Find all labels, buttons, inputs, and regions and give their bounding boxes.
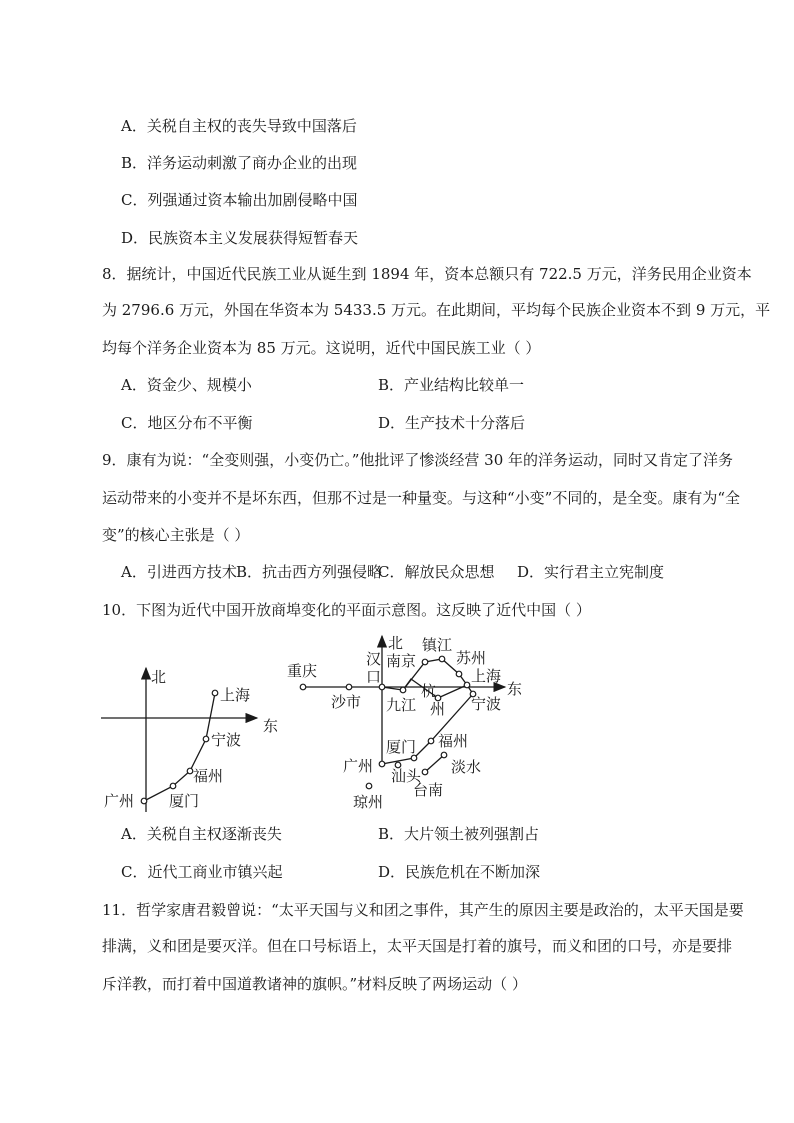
q7-option-d: D．民族资本主义发展获得短暂春天 xyxy=(121,229,359,247)
right-map-point-jiujiang xyxy=(400,687,406,693)
q8-option-a: A．资金少、规模小 xyxy=(121,376,252,394)
right-map-point-fuzhou xyxy=(428,738,434,744)
right-map-point-nanjing xyxy=(422,659,428,665)
right-map xyxy=(287,634,522,811)
q8-stem-line-1: 8．据统计，中国近代民族工业从诞生到 1894 年，资本总额只有 722.5 万元，洋务民用企业资本 xyxy=(102,265,752,283)
left-map-label-shanghai: 上海 xyxy=(220,686,251,704)
right-map-label-chongqing: 重庆 xyxy=(287,662,318,680)
right-map-label-hankou-b: 口 xyxy=(366,668,382,686)
right-map-north-label: 北 xyxy=(388,634,404,652)
right-map-label-nanjing: 南京 xyxy=(386,652,417,670)
right-map-east-label: 东 xyxy=(507,680,523,698)
right-map-label-shashi: 沙市 xyxy=(331,693,362,711)
left-map-label-guangzhou: 广州 xyxy=(104,792,135,810)
right-map-label-ningbo: 宁波 xyxy=(471,695,502,713)
q7-option-c: C．列强通过资本输出加剧侵略中国 xyxy=(121,191,358,209)
left-map-point-guangzhou xyxy=(141,798,147,804)
left-map-point-xiamen xyxy=(170,783,176,789)
q9-option-b: B．抗击西方列强侵略 xyxy=(236,563,383,581)
right-map-point-tainan xyxy=(422,769,428,775)
q9-option-d: D．实行君主立宪制度 xyxy=(517,563,665,581)
right-map-label-qiongzhou: 琼州 xyxy=(353,793,384,811)
q11-stem-line-2: 排满，义和团是要灭洋。但在口号标语上，太平天国是打着的旗号，而义和团的口号，亦是要排 xyxy=(102,937,733,955)
right-map-point-danshui xyxy=(441,752,447,758)
right-map-label-hangzhou-b: 州 xyxy=(430,700,446,718)
q8-option-c: C．地区分布不平衡 xyxy=(121,414,253,432)
q7-option-b: B．洋务运动刺激了商办企业的出现 xyxy=(121,154,358,172)
right-map-label-hangzhou-a: 杭 xyxy=(421,682,437,700)
right-map-label-xiamen: 厦门 xyxy=(386,738,417,756)
left-map-point-fuzhou xyxy=(187,768,193,774)
q11-stem-line-1: 11．哲学家唐君毅曾说：“太平天国与义和团之事件，其产生的原因主要是政治的，太平天国是要 xyxy=(102,901,744,919)
right-map-point-zhenjiang xyxy=(439,656,445,662)
q8-option-d: D．生产技术十分落后 xyxy=(378,414,526,432)
q9-stem-line-3: 变”的核心主张是（ ） xyxy=(102,526,250,544)
left-map-label-ningbo: 宁波 xyxy=(211,731,242,749)
left-map-point-ningbo xyxy=(203,736,209,742)
q8-option-b: B．产业结构比较单一 xyxy=(378,376,525,394)
right-map-label-zhenjiang: 镇江 xyxy=(422,636,453,654)
q9-stem-line-1: 9．康有为说：“全变则强，小变仍亡。”他批评了惨淡经营 30 年的洋务运动，同时又肯定了洋务 xyxy=(102,451,734,469)
q10-stem: 10．下图为近代中国开放商埠变化的平面示意图。这反映了近代中国（ ） xyxy=(102,601,591,619)
left-map-label-fuzhou: 福州 xyxy=(193,767,224,785)
right-map-point-chongqing xyxy=(300,684,306,690)
q10-option-c: C．近代工商业市镇兴起 xyxy=(121,863,283,881)
right-map-point-xiamen xyxy=(411,755,417,761)
treaty-ports-diagram xyxy=(95,628,535,818)
right-map-route-taiwan xyxy=(425,755,444,772)
q9-stem-line-2: 运动带来的小变并不是坏东西，但那不过是一种量变。与这种“小变”不同的，是全变。康有为“全 xyxy=(102,489,741,507)
q10-option-d: D．民族危机在不断加深 xyxy=(378,863,541,881)
q10-option-a: A．关税自主权逐渐丧失 xyxy=(121,825,282,843)
right-map-label-suzhou: 苏州 xyxy=(456,649,487,667)
right-map-label-danshui: 淡水 xyxy=(451,758,482,776)
right-map-point-qiongzhou xyxy=(366,783,372,789)
q7-option-a: A．关税自主权的丧失导致中国落后 xyxy=(121,117,357,135)
q8-stem-line-3: 均每个洋务企业资本为 85 万元。这说明，近代中国民族工业（ ） xyxy=(102,339,541,357)
left-map-point-shanghai xyxy=(212,690,218,696)
q11-stem-line-3: 斥洋教，而打着中国道教诸神的旗帜。”材料反映了两场运动（ ） xyxy=(102,975,527,993)
left-map xyxy=(101,668,278,812)
right-map-label-fuzhou: 福州 xyxy=(438,732,469,750)
left-map-north-label: 北 xyxy=(151,668,167,686)
right-map-point-shanghai xyxy=(464,682,470,688)
left-map-label-xiamen: 厦门 xyxy=(169,792,200,810)
right-map-point-suzhou xyxy=(456,671,462,677)
q9-option-a: A．引进西方技术 xyxy=(121,563,237,581)
left-map-east-label: 东 xyxy=(263,717,279,735)
right-map-point-shashi xyxy=(346,684,352,690)
right-map-point-guangzhou xyxy=(379,761,385,767)
right-map-label-guangzhou: 广州 xyxy=(343,757,374,775)
q9-option-c: C．解放民众思想 xyxy=(378,563,495,581)
right-map-label-shantou: 汕头 xyxy=(391,767,422,785)
q8-stem-line-2: 为 2796.6 万元，外国在华资本为 5433.5 万元。在此期间，平均每个民族企业资本不到 9 万元，平 xyxy=(102,301,771,319)
right-map-label-jiujiang: 九江 xyxy=(386,696,417,714)
right-map-label-tainan: 台南 xyxy=(413,781,444,799)
right-map-label-shanghai: 上海 xyxy=(471,667,502,685)
q10-option-b: B．大片领土被列强割占 xyxy=(378,825,540,843)
right-map-label-hankou-a: 汉 xyxy=(366,650,382,668)
